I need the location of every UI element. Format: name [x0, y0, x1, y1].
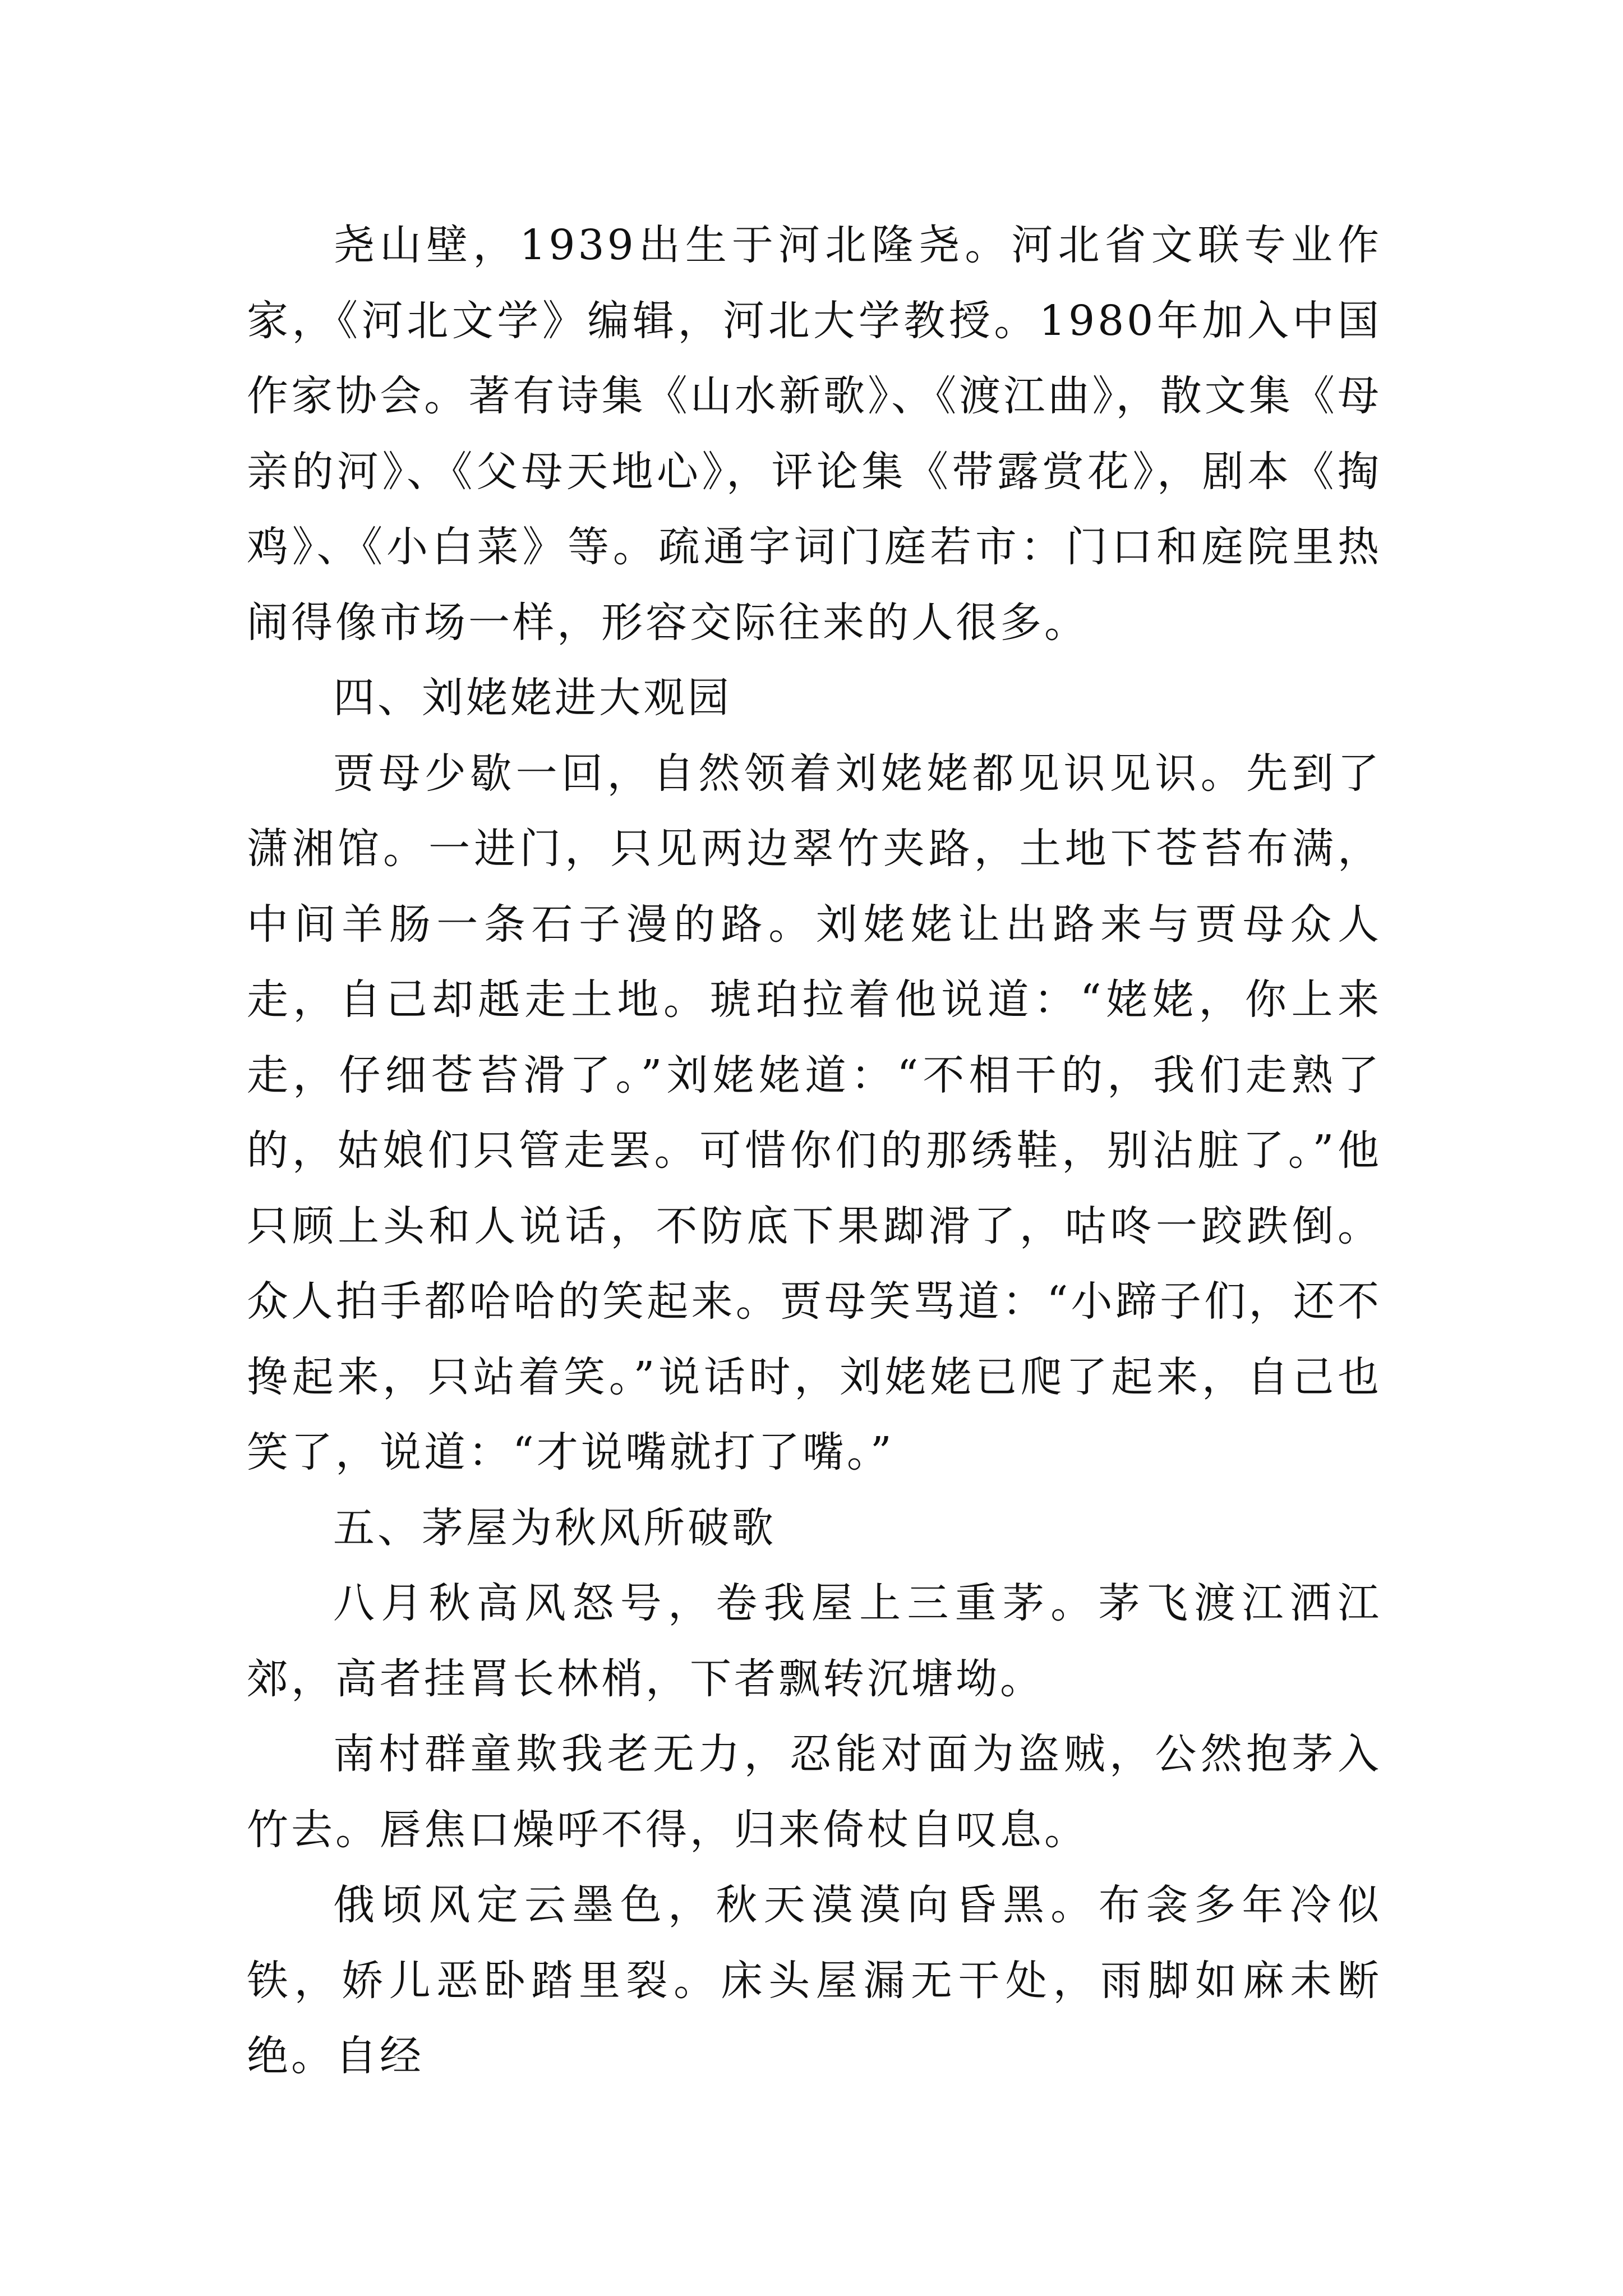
author-bio-paragraph: 尧山壁，1939出生于河北隆尧。河北省文联专业作家，《河北文学》编辑，河北大学教授。1980年加入中国作家协会。著有诗集《山水新歌》、《渡江曲》，散文集《母亲的河》、《父母天地心》，评论集《带露赏花》，剧本《掏鸡》、《小白菜》等。疏通字词门庭若市：门口和庭院里热闹得像市场一样，形容交际往来的人很多。: [247, 221, 1382, 647]
section-heading-liu-laolao: 四、刘姥姥进大观园: [333, 674, 732, 722]
poem-stanza-3: 俄顷风定云墨色，秋天漠漠向昏黑。布衾多年冷似铁，娇儿恶卧踏里裂。床头屋漏无干处，雨脚如麻未断绝。自经: [247, 1881, 1382, 2080]
liu-laolao-excerpt-paragraph: 贾母少歇一回，自然领着刘姥姥都见识见识。先到了潇湘馆。一进门，只见两边翠竹夹路，土地下苍苔布满，中间羊肠一条石子漫的路。刘姥姥让出路来与贾母众人走，自己却赿走土地。琥珀拉着他说道：“姥姥，你上来走，仔细苍苔滑了。”刘姥姥道：“不相干的，我们走熟了的，姑娘们只管走罢。可惜你们的那绣鞋，别沾脏了。”他只顾上头和人说话，不防底下果踋滑了，咕咚一跤跌倒。众人拍手都哈哈的笑起来。贾母笑骂道：“小蹄子们，还不搀起来，只站着笑。”说话时，刘姥姥已爬了起来，自己也笑了，说道：“才说嘴就打了嘴。”: [247, 749, 1382, 1476]
section-heading-thatched-hut: 五、茅屋为秋风所破歌: [333, 1503, 776, 1552]
poem-stanza-2: 南村群童欺我老无力，忍能对面为盗贼，公然抱茅入竹去。唇焦口燥呼不得，归来倚杖自叹息。: [247, 1730, 1382, 1854]
poem-stanza-1: 八月秋高风怒号，卷我屋上三重茅。茅飞渡江洒江郊，高者挂罥长林梢，下者飘转沉塘坳。: [247, 1579, 1382, 1703]
document-body: [247, 208, 1382, 2094]
